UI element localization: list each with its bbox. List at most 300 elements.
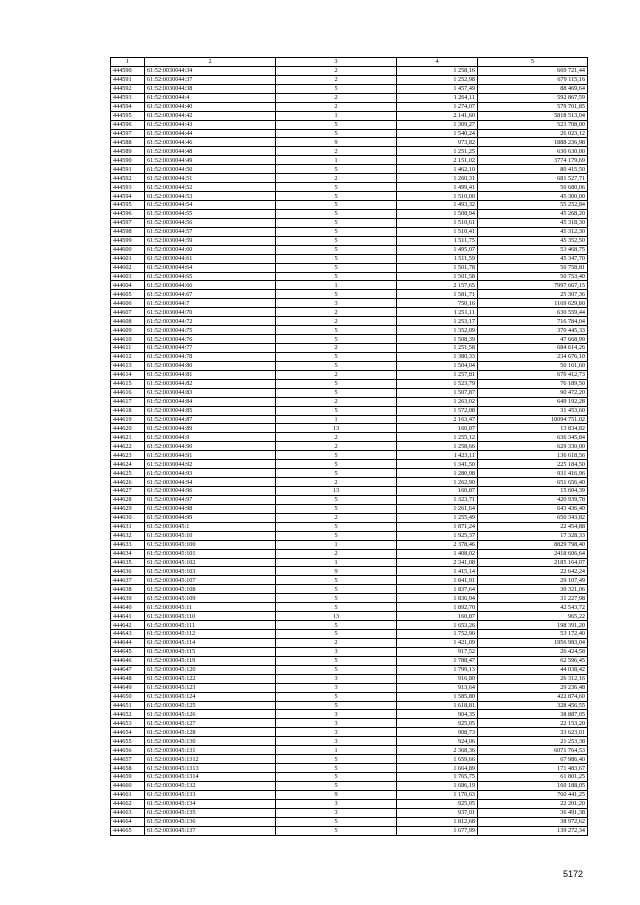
value-cell: 160,87: [397, 487, 478, 496]
category-cell: 5: [276, 817, 397, 826]
amount-cell: 13 834,82: [478, 424, 588, 433]
value-cell: 2 341,08: [397, 558, 478, 567]
amount-cell: 171 483,67: [478, 764, 588, 773]
row-number-cell: 444659: [111, 773, 145, 782]
row-number-cell: 444601: [111, 254, 145, 263]
value-cell: 1 408,02: [397, 549, 478, 558]
cadastral-number-cell: 61:52:0030044:49: [145, 156, 276, 165]
amount-cell: 22 642,24: [478, 567, 588, 576]
category-cell: 5: [276, 451, 397, 460]
cadastral-number-cell: 61:52:0030044:42: [145, 111, 276, 120]
table-row: [111, 826, 588, 835]
amount-cell: 26 312,16: [478, 674, 588, 683]
value-cell: 1 925,37: [397, 531, 478, 540]
category-cell: 5: [276, 621, 397, 630]
value-cell: 1 257,81: [397, 370, 478, 379]
row-number-cell: 444617: [111, 397, 145, 406]
table-row: [111, 719, 588, 728]
amount-cell: 45 318,30: [478, 218, 588, 227]
row-number-cell: 444590: [111, 66, 145, 75]
value-cell: 904,35: [397, 710, 478, 719]
table-row: [111, 227, 588, 236]
amount-cell: 198 391,20: [478, 621, 588, 630]
value-cell: 1 274,07: [397, 102, 478, 111]
table-row: [111, 460, 588, 469]
cadastral-number-cell: 61:52:0030045:109: [145, 594, 276, 603]
category-cell: 5: [276, 129, 397, 138]
category-cell: 2: [276, 308, 397, 317]
category-cell: 2: [276, 549, 397, 558]
row-number-cell: 444593: [111, 183, 145, 192]
category-cell: 2: [276, 433, 397, 442]
table-row: [111, 361, 588, 370]
table-row: [111, 469, 588, 478]
amount-cell: 15 604,39: [478, 487, 588, 496]
cadastral-number-cell: 61:52:0030044:54: [145, 201, 276, 210]
table-row: [111, 478, 588, 487]
amount-cell: 1888 236,98: [478, 138, 588, 147]
table-row: [111, 692, 588, 701]
cadastral-number-cell: 61:52:0030044:75: [145, 326, 276, 335]
row-number-cell: 444588: [111, 138, 145, 147]
value-cell: 1 323,71: [397, 495, 478, 504]
table-row: [111, 630, 588, 639]
cadastral-number-cell: 61:52:0030045:137: [145, 826, 276, 835]
value-cell: 1 618,81: [397, 701, 478, 710]
cadastral-number-cell: 61:52:0030044:89: [145, 424, 276, 433]
amount-cell: 45 312,30: [478, 227, 588, 236]
row-number-cell: 444608: [111, 317, 145, 326]
cadastral-number-cell: 61:52:0030045:110: [145, 612, 276, 621]
value-cell: 1 493,32: [397, 201, 478, 210]
value-cell: 1 788,47: [397, 656, 478, 665]
value-cell: 937,01: [397, 808, 478, 817]
row-number-cell: 444595: [111, 201, 145, 210]
cadastral-number-cell: 61:52:0030044:67: [145, 290, 276, 299]
value-cell: 160,87: [397, 424, 478, 433]
table-row: [111, 174, 588, 183]
cadastral-number-cell: 61:52:0030044:81: [145, 370, 276, 379]
value-cell: 1 341,50: [397, 460, 478, 469]
row-number-cell: 444597: [111, 129, 145, 138]
category-cell: 2: [276, 75, 397, 84]
value-cell: 1 264,11: [397, 93, 478, 102]
cadastral-number-cell: 61:52:0030044:98: [145, 504, 276, 513]
cadastral-number-cell: 61:52:0030045:101: [145, 549, 276, 558]
table-row: [111, 585, 588, 594]
cadastral-number-cell: 61:52:0030044:53: [145, 192, 276, 201]
cadastral-number-cell: 61:52:0030044:44: [145, 129, 276, 138]
table-row: [111, 326, 588, 335]
row-number-cell: 444644: [111, 638, 145, 647]
table-row: [111, 728, 588, 737]
row-number-cell: 444636: [111, 567, 145, 576]
amount-cell: 55 252,84: [478, 201, 588, 210]
category-cell: 3: [276, 299, 397, 308]
cadastral-number-cell: 61:52:0030045:131: [145, 746, 276, 755]
cadastral-number-cell: 61:52:0030044:55: [145, 209, 276, 218]
table-row: [111, 84, 588, 93]
page-number: 5172: [562, 869, 583, 879]
category-cell: 5: [276, 290, 397, 299]
value-cell: 1 415,14: [397, 567, 478, 576]
cadastral-number-cell: 61:52:0030044:52: [145, 183, 276, 192]
amount-cell: 53 172,40: [478, 630, 588, 639]
table-row: [111, 415, 588, 424]
value-cell: 973,82: [397, 138, 478, 147]
row-number-cell: 444626: [111, 478, 145, 487]
amount-cell: 62 596,45: [478, 656, 588, 665]
row-number-cell: 444658: [111, 764, 145, 773]
row-number-cell: 444630: [111, 513, 145, 522]
value-cell: 1 523,79: [397, 379, 478, 388]
cadastral-number-cell: 61:52:0030044:72: [145, 317, 276, 326]
value-cell: 2 163,47: [397, 415, 478, 424]
amount-cell: 328 456,55: [478, 701, 588, 710]
cadastral-number-cell: 61:52:0030045:107: [145, 576, 276, 585]
category-cell: 2: [276, 317, 397, 326]
cadastral-number-cell: 61:52:0030044:7: [145, 299, 276, 308]
category-cell: 2: [276, 174, 397, 183]
category-cell: 1: [276, 281, 397, 290]
cadastral-number-cell: 61:52:0030044:92: [145, 460, 276, 469]
table-row: [111, 254, 588, 263]
cadastral-number-cell: 61:52:0030044:78: [145, 352, 276, 361]
row-number-cell: 444635: [111, 558, 145, 567]
amount-cell: 681 527,71: [478, 174, 588, 183]
value-cell: 1 309,27: [397, 120, 478, 129]
column-header: 5: [478, 58, 588, 67]
value-cell: 1 581,71: [397, 290, 478, 299]
cadastral-number-cell: 61:52:0030044:83: [145, 388, 276, 397]
value-cell: 1 462,10: [397, 165, 478, 174]
amount-cell: 643 436,40: [478, 504, 588, 513]
cadastral-number-cell: 61:52:0030045:133: [145, 790, 276, 799]
column-header: 1: [111, 58, 145, 67]
amount-cell: 523 708,00: [478, 120, 588, 129]
category-cell: 2: [276, 397, 397, 406]
value-cell: 2 378,46: [397, 540, 478, 549]
category-cell: 2: [276, 66, 397, 75]
category-cell: 5: [276, 201, 397, 210]
cadastral-number-cell: 61:52:0030044:76: [145, 335, 276, 344]
column-header: 4: [397, 58, 478, 67]
value-cell: 1 253,17: [397, 317, 478, 326]
cadastral-number-cell: 61:52:0030044:87: [145, 415, 276, 424]
cadastral-number-cell: 61:52:0030044:60: [145, 245, 276, 254]
value-cell: 1 507,87: [397, 388, 478, 397]
value-cell: 925,05: [397, 719, 478, 728]
row-number-cell: 444634: [111, 549, 145, 558]
category-cell: 5: [276, 692, 397, 701]
amount-cell: 50 680,06: [478, 183, 588, 192]
value-cell: 1 799,13: [397, 665, 478, 674]
value-cell: 917,52: [397, 647, 478, 656]
table-row: [111, 495, 588, 504]
table-row: [111, 522, 588, 531]
cadastral-number-cell: 61:52:0030045:128: [145, 728, 276, 737]
category-cell: 3: [276, 719, 397, 728]
table-row: [111, 433, 588, 442]
row-number-cell: 444647: [111, 665, 145, 674]
cadastral-number-cell: 61:52:0030045:1314: [145, 773, 276, 782]
cadastral-number-cell: 61:52:0030045:100: [145, 540, 276, 549]
category-cell: 5: [276, 165, 397, 174]
category-cell: 5: [276, 522, 397, 531]
table-row: [111, 549, 588, 558]
row-number-cell: 444612: [111, 352, 145, 361]
table-row: [111, 75, 588, 84]
row-number-cell: 444633: [111, 540, 145, 549]
table-row: [111, 674, 588, 683]
category-cell: 5: [276, 460, 397, 469]
amount-cell: 50 753,40: [478, 272, 588, 281]
amount-cell: 42 543,72: [478, 603, 588, 612]
amount-cell: 716 784,04: [478, 317, 588, 326]
cadastral-number-cell: 61:52:0030045:119: [145, 656, 276, 665]
value-cell: 2 151,02: [397, 156, 478, 165]
cadastral-number-cell: 61:52:0030044:65: [145, 272, 276, 281]
cadastral-number-cell: 61:52:0030044:91: [145, 451, 276, 460]
table-row: [111, 201, 588, 210]
value-cell: 1 765,75: [397, 773, 478, 782]
value-cell: 1 251,25: [397, 147, 478, 156]
amount-cell: 136 618,56: [478, 451, 588, 460]
row-number-cell: 444597: [111, 218, 145, 227]
table-row: [111, 209, 588, 218]
category-cell: 3: [276, 737, 397, 746]
category-cell: 5: [276, 773, 397, 782]
category-cell: 5: [276, 656, 397, 665]
value-cell: 1 501,78: [397, 263, 478, 272]
row-number-cell: 444646: [111, 656, 145, 665]
amount-cell: 931 416,96: [478, 469, 588, 478]
table-row: [111, 218, 588, 227]
table-row: [111, 647, 588, 656]
category-cell: 5: [276, 781, 397, 790]
amount-cell: 90 472,20: [478, 388, 588, 397]
amount-cell: 38 972,62: [478, 817, 588, 826]
category-cell: 5: [276, 379, 397, 388]
category-cell: 5: [276, 326, 397, 335]
row-number-cell: 444654: [111, 728, 145, 737]
category-cell: 2: [276, 638, 397, 647]
amount-cell: 45 352,50: [478, 236, 588, 245]
cadastral-number-cell: 61:52:0030045:10: [145, 531, 276, 540]
row-number-cell: 444623: [111, 451, 145, 460]
amount-cell: 6071 764,53: [478, 746, 588, 755]
row-number-cell: 444628: [111, 495, 145, 504]
category-cell: 5: [276, 701, 397, 710]
table-row: [111, 451, 588, 460]
amount-cell: 30 321,06: [478, 585, 588, 594]
value-cell: 1 585,80: [397, 692, 478, 701]
value-cell: 925,05: [397, 799, 478, 808]
cadastral-number-cell: 61:52:0030045:134: [145, 799, 276, 808]
value-cell: 1 508,94: [397, 209, 478, 218]
value-cell: 1 457,49: [397, 84, 478, 93]
row-number-cell: 444649: [111, 683, 145, 692]
value-cell: 1 251,11: [397, 308, 478, 317]
category-cell: 2: [276, 93, 397, 102]
amount-cell: 17 328,33: [478, 531, 588, 540]
value-cell: 1 812,68: [397, 817, 478, 826]
cadastral-number-cell: 61:52:0030045:120: [145, 665, 276, 674]
amount-cell: 420 939,78: [478, 495, 588, 504]
data-table: [110, 57, 588, 836]
table-row: [111, 370, 588, 379]
amount-cell: 579 701,85: [478, 102, 588, 111]
value-cell: 1 255,12: [397, 433, 478, 442]
amount-cell: 33 623,01: [478, 728, 588, 737]
amount-cell: 965,22: [478, 612, 588, 621]
row-number-cell: 444604: [111, 281, 145, 290]
row-number-cell: 444618: [111, 406, 145, 415]
category-cell: 5: [276, 192, 397, 201]
table-row: [111, 701, 588, 710]
amount-cell: 45 268,20: [478, 209, 588, 218]
amount-cell: 36 491,38: [478, 808, 588, 817]
amount-cell: 1169 629,80: [478, 299, 588, 308]
category-cell: 5: [276, 388, 397, 397]
table-row: [111, 746, 588, 755]
amount-cell: 225 184,50: [478, 460, 588, 469]
table-row: [111, 308, 588, 317]
category-cell: 5: [276, 183, 397, 192]
amount-cell: 760 441,25: [478, 790, 588, 799]
cadastral-number-cell: 61:52:0030045:1: [145, 522, 276, 531]
row-number-cell: 444648: [111, 674, 145, 683]
amount-cell: 76 189,50: [478, 379, 588, 388]
value-cell: 1 510,41: [397, 227, 478, 236]
cadastral-number-cell: 61:52:0030045:122: [145, 674, 276, 683]
value-cell: 1 752,90: [397, 630, 478, 639]
category-cell: 5: [276, 352, 397, 361]
amount-cell: 21 253,38: [478, 737, 588, 746]
table-row: [111, 540, 588, 549]
amount-cell: 53 468,75: [478, 245, 588, 254]
value-cell: 1 260,31: [397, 174, 478, 183]
row-number-cell: 444609: [111, 326, 145, 335]
cadastral-number-cell: 61:52:0030045:124: [145, 692, 276, 701]
category-cell: 5: [276, 218, 397, 227]
cadastral-number-cell: 61:52:0030044:84: [145, 397, 276, 406]
table-row: [111, 352, 588, 361]
row-number-cell: 444591: [111, 165, 145, 174]
cadastral-number-cell: 61:52:0030044:77: [145, 344, 276, 353]
row-number-cell: 444602: [111, 263, 145, 272]
row-number-cell: 444596: [111, 120, 145, 129]
category-cell: 5: [276, 576, 397, 585]
row-number-cell: 444607: [111, 308, 145, 317]
amount-cell: 61 801,25: [478, 773, 588, 782]
table-row: [111, 317, 588, 326]
cadastral-number-cell: 61:52:0030044:97: [145, 495, 276, 504]
value-cell: 1 421,09: [397, 638, 478, 647]
value-cell: 1 664,89: [397, 764, 478, 773]
category-cell: 5: [276, 120, 397, 129]
row-number-cell: 444600: [111, 245, 145, 254]
table-row: [111, 621, 588, 630]
column-header: 3: [276, 58, 397, 67]
cadastral-number-cell: 61:52:0030045:111: [145, 621, 276, 630]
value-cell: 908,73: [397, 728, 478, 737]
table-row: [111, 129, 588, 138]
category-cell: 9: [276, 790, 397, 799]
table-row: [111, 638, 588, 647]
cadastral-number-cell: 61:52:0030045:132: [145, 781, 276, 790]
table-row: [111, 147, 588, 156]
table-row: [111, 335, 588, 344]
category-cell: 5: [276, 585, 397, 594]
table-row: [111, 120, 588, 129]
amount-cell: 26 424,58: [478, 647, 588, 656]
column-header: 2: [145, 58, 276, 67]
amount-cell: 7997 667,15: [478, 281, 588, 290]
row-number-cell: 444661: [111, 790, 145, 799]
table-row: [111, 603, 588, 612]
amount-cell: 22 201,20: [478, 799, 588, 808]
row-number-cell: 444615: [111, 379, 145, 388]
cadastral-number-cell: 61:52:0030044:90: [145, 442, 276, 451]
category-cell: 1: [276, 746, 397, 755]
category-cell: 3: [276, 647, 397, 656]
category-cell: 5: [276, 335, 397, 344]
table-row: [111, 102, 588, 111]
table-row: [111, 737, 588, 746]
row-number-cell: 444652: [111, 710, 145, 719]
amount-cell: 3774 179,69: [478, 156, 588, 165]
category-cell: 2: [276, 513, 397, 522]
amount-cell: 630 630,00: [478, 147, 588, 156]
value-cell: 1 255,49: [397, 513, 478, 522]
row-number-cell: 444594: [111, 192, 145, 201]
category-cell: 5: [276, 236, 397, 245]
value-cell: 1 251,58: [397, 344, 478, 353]
amount-cell: 50 758,81: [478, 263, 588, 272]
cadastral-number-cell: 61:52:0030044:59: [145, 236, 276, 245]
cadastral-number-cell: 61:52:0030045:130: [145, 737, 276, 746]
row-number-cell: 444606: [111, 299, 145, 308]
cadastral-number-cell: 61:52:0030044:80: [145, 361, 276, 370]
cadastral-number-cell: 61:52:0030045:108: [145, 585, 276, 594]
amount-cell: 234 676,10: [478, 352, 588, 361]
amount-cell: 45 347,70: [478, 254, 588, 263]
value-cell: 2 157,65: [397, 281, 478, 290]
cadastral-number-cell: 61:52:0030044:93: [145, 469, 276, 478]
table-row: [111, 344, 588, 353]
amount-cell: 684 614,26: [478, 344, 588, 353]
category-cell: 5: [276, 245, 397, 254]
cadastral-number-cell: 61:52:0030045:136: [145, 817, 276, 826]
category-cell: 13: [276, 612, 397, 621]
cadastral-number-cell: 61:52:0030045:103: [145, 567, 276, 576]
amount-cell: 22 454,88: [478, 522, 588, 531]
value-cell: 1 510,00: [397, 192, 478, 201]
category-cell: 5: [276, 665, 397, 674]
value-cell: 1 677,99: [397, 826, 478, 835]
row-number-cell: 444655: [111, 737, 145, 746]
value-cell: 1 280,08: [397, 469, 478, 478]
table-row: [111, 808, 588, 817]
row-number-cell: 444664: [111, 817, 145, 826]
category-cell: 5: [276, 272, 397, 281]
row-number-cell: 444627: [111, 487, 145, 496]
amount-cell: 44 038,42: [478, 665, 588, 674]
category-cell: 5: [276, 495, 397, 504]
amount-cell: 26 023,12: [478, 129, 588, 138]
value-cell: 1 380,33: [397, 352, 478, 361]
